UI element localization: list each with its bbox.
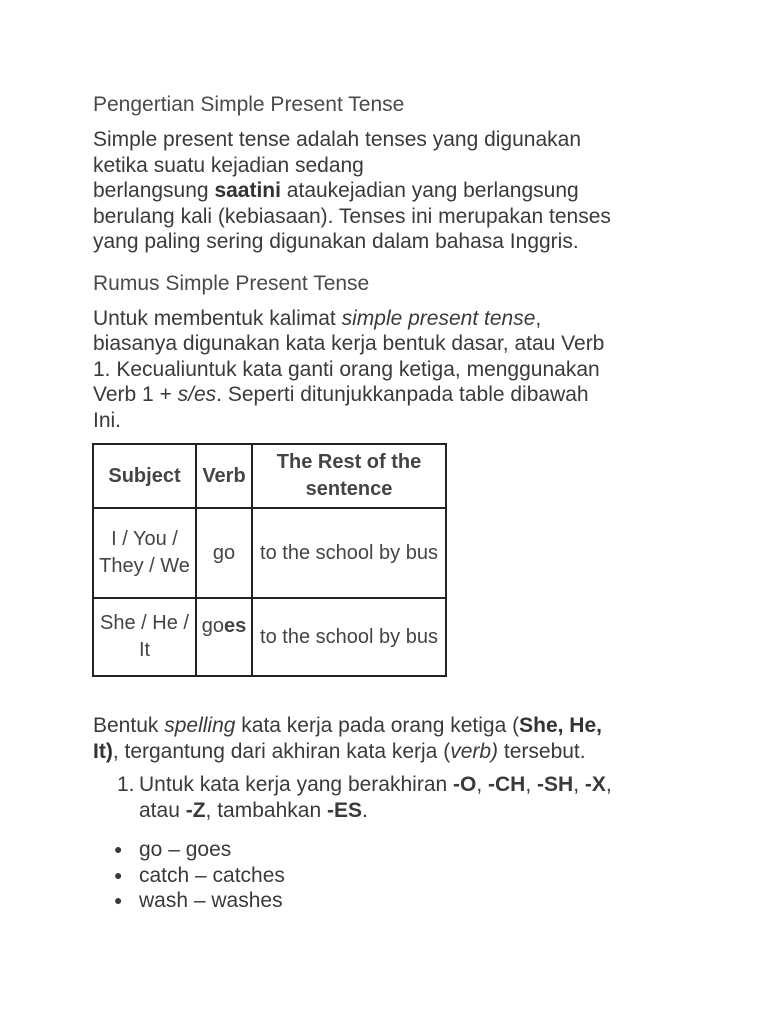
- italic-term: s/es: [177, 383, 217, 406]
- text-line: yang paling sering digunakan dalam bahasa Inggris.: [93, 230, 579, 253]
- bold-term: -X: [584, 773, 606, 796]
- text-run: ,: [525, 773, 538, 796]
- cell-rest: to the school by bus: [252, 508, 446, 598]
- italic-term: spelling: [164, 714, 236, 737]
- header-verb: Verb: [196, 444, 252, 508]
- verb-table: [92, 443, 447, 677]
- text-run: , tambahkan: [205, 798, 327, 822]
- table-row: [93, 508, 446, 598]
- text-line: , tergantung dari akhiran kata kerja (: [112, 739, 451, 763]
- text-line: Simple present tense adalah tenses yang digunakan: [93, 128, 582, 151]
- paragraph-formula: [93, 306, 683, 434]
- numbered-list: [93, 772, 683, 823]
- text-run: Untuk kata kerja yang berakhiran: [139, 773, 454, 796]
- section-heading-pengertian: Pengertian Simple Present Tense: [93, 93, 405, 116]
- bold-term: -CH: [488, 773, 526, 796]
- text-run: .: [361, 798, 368, 822]
- bold-term: It): [93, 739, 113, 763]
- text-run: ,: [476, 773, 489, 796]
- bullet-text: wash – washes: [139, 889, 283, 912]
- bold-term: -Z: [185, 798, 206, 822]
- section-heading-rumus: Rumus Simple Present Tense: [93, 271, 370, 295]
- bold-term: saatini: [214, 179, 281, 202]
- text-line: ketika suatu kejadian sedang: [93, 153, 364, 177]
- header-subject: Subject: [93, 444, 196, 508]
- text-line: Untuk membentuk kalimat: [93, 306, 342, 330]
- text-line: 1. Kecualiuntuk kata ganti orang ketiga, menggunakan: [93, 357, 600, 381]
- paragraph-definition: [93, 127, 683, 255]
- list-item: [93, 863, 683, 889]
- text-line: biasanya digunakan kata kerja bentuk dasar, atau Verb: [93, 332, 605, 355]
- cell-verb: go: [196, 508, 252, 598]
- cell-rest: to the school by bus: [252, 598, 446, 676]
- header-rest: The Rest of the sentence: [252, 444, 446, 508]
- cell-subject: I / You / They / We: [93, 508, 196, 598]
- bullet-text: catch – catches: [139, 863, 285, 887]
- bullet-icon: ●: [114, 841, 123, 857]
- text-run: atau: [139, 798, 186, 822]
- cell-verb: [196, 598, 252, 676]
- bullet-icon: ●: [114, 866, 123, 883]
- cell-subject: She / He / It: [93, 598, 196, 676]
- paragraph-spelling: [93, 713, 683, 764]
- bold-term: -SH: [537, 773, 574, 796]
- text-line: kata kerja pada orang ketiga (: [235, 714, 520, 737]
- table-row: [93, 598, 446, 676]
- bold-term: -O: [453, 773, 477, 796]
- text-line: ,: [535, 306, 542, 330]
- text-line: tersebut.: [498, 739, 586, 763]
- bold-term: She, He,: [519, 714, 602, 737]
- italic-term: verb): [450, 739, 499, 763]
- list-item: [93, 837, 683, 863]
- table-header-row: [93, 444, 446, 508]
- bold-term: -ES: [326, 798, 362, 822]
- text-line: Bentuk: [93, 714, 165, 737]
- text-line: . Seperti ditunjukkanpada table dibawah: [216, 383, 589, 406]
- bullet-icon: ●: [114, 892, 123, 908]
- text-line: berlangsung: [93, 179, 215, 202]
- document-page: [93, 92, 683, 914]
- text-run: ,: [605, 773, 612, 796]
- bullet-text: go – goes: [139, 838, 232, 861]
- text-run: ,: [573, 773, 585, 796]
- verb-stem: go: [201, 615, 224, 637]
- verb-suffix: es: [224, 615, 247, 637]
- list-number: 1.: [117, 773, 135, 796]
- bullet-list: [93, 837, 683, 914]
- text-line: Verb 1 +: [93, 383, 178, 406]
- list-item: [93, 772, 683, 823]
- text-line: berulang kali (kebiasaan). Tenses ini merupakan tenses: [93, 204, 611, 228]
- italic-term: simple present tense: [341, 306, 536, 330]
- text-line: Ini.: [93, 408, 122, 432]
- text-line: ataukejadian yang berlangsung: [280, 179, 579, 202]
- list-item: [93, 888, 683, 914]
